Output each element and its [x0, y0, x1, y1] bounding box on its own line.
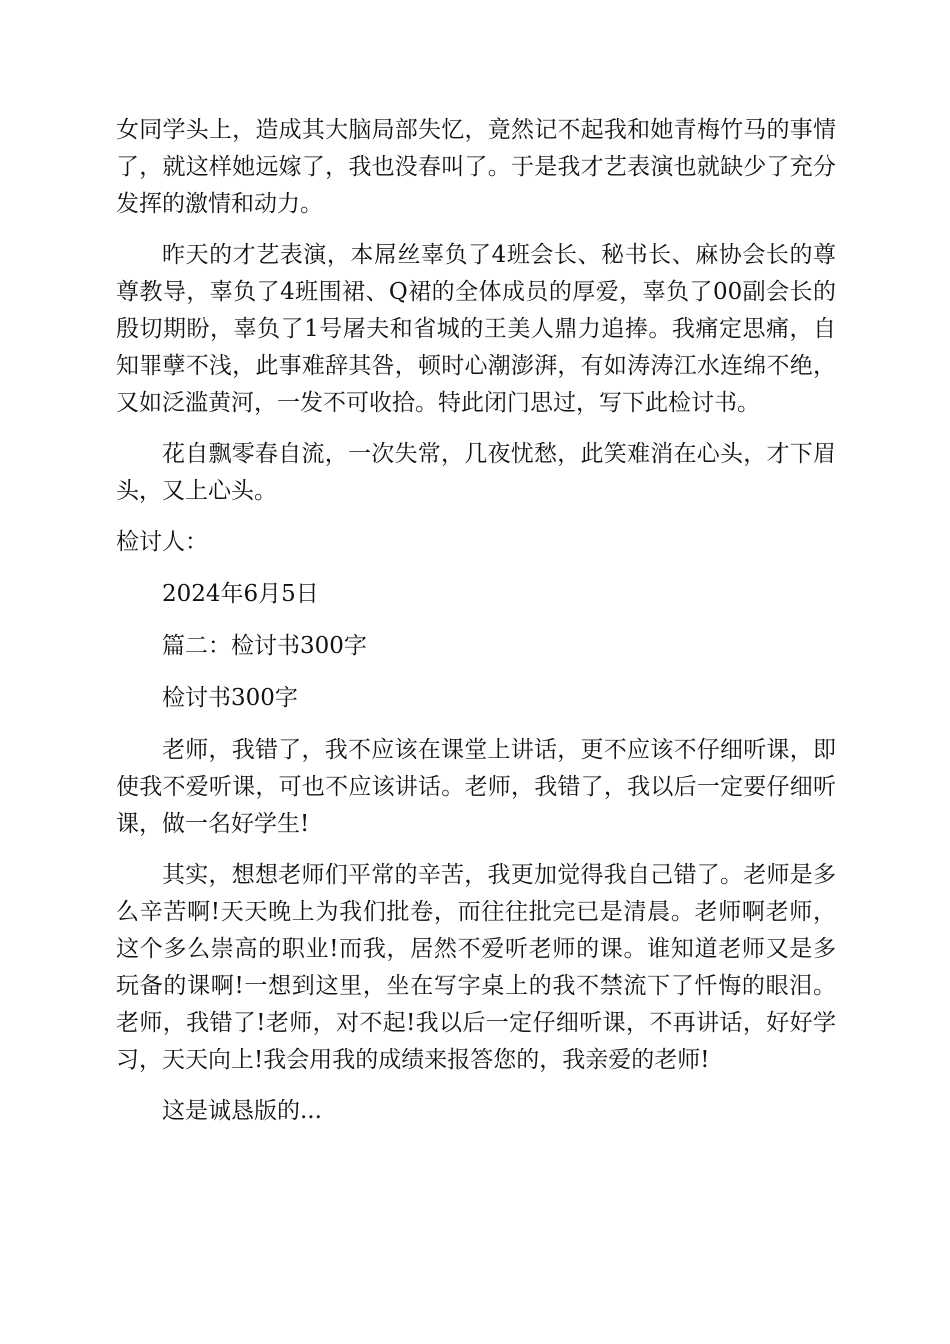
date-line: 2024年6月5日: [162, 581, 319, 607]
signature-label: 检讨人：: [116, 529, 208, 555]
document-body: [116, 112, 836, 1145]
paragraph-continuation: 女同学头上，造成其大脑局部失忆，竟然记不起我和她青梅竹马的事情了，就这样她远嫁了，我也没春叫了。于是我才艺表演也就缺少了充分发挥的激情和动力。: [116, 117, 836, 217]
paragraph-reflection: 其实，想想老师们平常的辛苦，我更加觉得我自己错了。老师是多么辛苦啊!天天晚上为我们批卷，而往往批完已是清晨。老师啊老师，这个多么崇高的职业!而我，居然不爱听老师的课。谁知道老师又是多玩备的课啊!一想到这里，坐在写字桌上的我不禁流下了忏悔的眼泪。老师，我错了!老师，对不起!我以后一定仔细听课，不再讲话，好好学习，天天向上!我会用我的成绩来报答您的，我亲爱的老师!: [116, 862, 836, 1073]
paragraph-closing: 这是诚恳版的...: [162, 1098, 322, 1124]
section-heading: 篇二：检讨书300字: [162, 633, 367, 659]
paragraph-apology: 老师，我错了，我不应该在课堂上讲话，更不应该不仔细听课，即使我不爱听课，可也不应该讲话。老师，我错了，我以后一定要仔细听课，做一名好学生!: [116, 737, 836, 837]
document-title: 检讨书300字: [162, 685, 298, 711]
paragraph-talent-show: 昨天的才艺表演，本屌丝辜负了4班会长、秘书长、麻协会长的尊尊教导，辜负了4班围裙、Q裙的全体成员的厚爱，辜负了00副会长的殷切期盼，辜负了1号屠夫和省城的王美人鼎力追捧。我痛定思痛，自知罪孽不浅，此事难辞其咎，顿时心潮澎湃，有如涛涛江水连绵不绝，又如泛滥黄河，一发不可收拾。特此闭门思过，写下此检讨书。: [116, 242, 836, 416]
paragraph-poem: 花自飘零春自流，一次失常，几夜忧愁，此笑难消在心头，才下眉头，又上心头。: [116, 441, 836, 504]
